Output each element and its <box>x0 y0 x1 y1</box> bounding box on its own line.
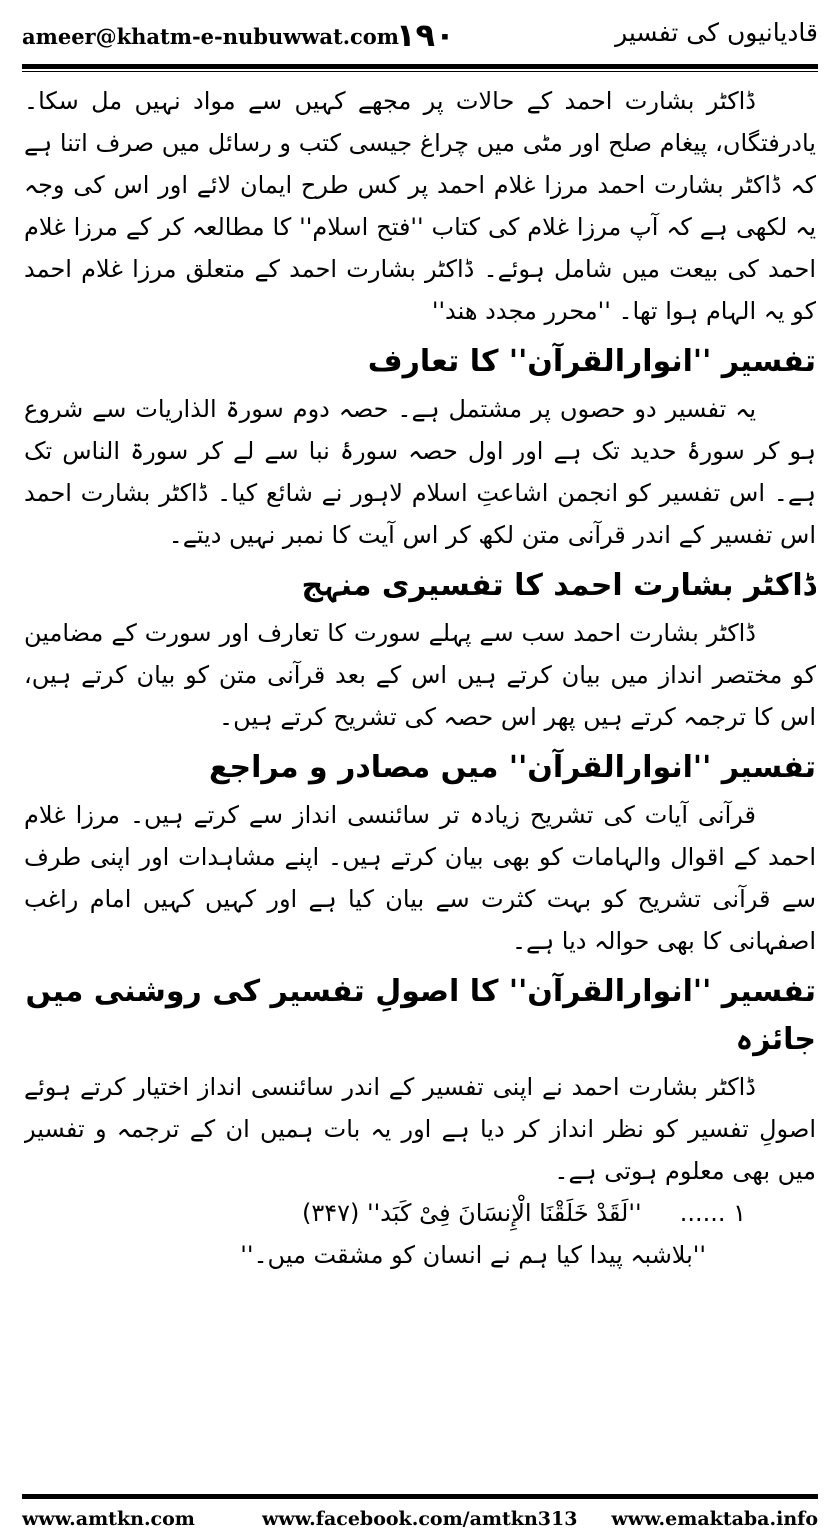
paragraph-intro: ڈاکٹر بشارت احمد کے حالات پر مجھے کہیں سے مواد نہیں مل سکا۔ یادرفتگاں، پیغام صلح اور مٹی میں چراغ جیسی کتب و رسائل میں صرف اتنا ہے کہ ڈاکٹر بشارت احمد مرزا غلام احمد پر کس طرح ایمان لائے اور اس کی وجہ یہ لکھی ہے کہ آپ مرزا غلام کی کتاب ''فتح اسلام'' کا مطالعہ کر کے مرزا غلام احمد کی بیعت میں شامل ہوئے۔ ڈاکٹر بشارت احمد کے متعلق مرزا غلام احمد کو یہ الہام ہوا تھا۔ ''محرر مجدد ھند'' <box>24 87 816 325</box>
verse-marker: ۱ ...... <box>679 1199 746 1227</box>
book-title: قادیانیوں کی تفسیر <box>615 18 818 47</box>
paragraph-evaluation: ڈاکٹر بشارت احمد نے اپنی تفسیر کے اندر سائنسی انداز اختیار کرتے ہوئے اصولِ تفسیر کو نظر انداز کر دیا ہے اور یہ بات ہمیں ان کے ترجمہ و تفسیر میں بھی معلوم ہوتی ہے۔ <box>24 1073 816 1185</box>
heading-sources: تفسیر ''انوارالقرآن'' میں مصادر و مراجع <box>208 750 816 785</box>
verse-text: ''لَقَدْ خَلَقْنَا الْإِنسَانَ فِیْ کَبَد'' (۳۴۷) <box>301 1199 642 1227</box>
verse-translation: ''بلاشبہ پیدا کیا ہم نے انسان کو مشقت میں۔'' <box>240 1241 706 1269</box>
quoted-verse-item <box>24 1192 816 1234</box>
paragraph-methodology: ڈاکٹر بشارت احمد سب سے پہلے سورت کا تعارف اور سورت کے مضامین کو مختصر انداز میں بیان کرتے ہیں اس کے بعد قرآنی متن کو بیان کرتے ہیں، اس کا ترجمہ کرتے ہیں پھر اس حصہ کی تشریح کرتے ہیں۔ <box>24 619 816 731</box>
header-rule <box>22 64 818 69</box>
footer-link-facebook[interactable]: www.facebook.com/amtkn313 <box>262 1508 578 1530</box>
heading-methodology: ڈاکٹر بشارت احمد کا تفسیری منہج <box>301 568 816 603</box>
paragraph-sources: قرآنی آیات کی تشریح زیادہ تر سائنسی انداز سے کرتے ہیں۔ مرزا غلام احمد کے اقوال والہامات کو بھی بیان کرتے ہیں۔ اپنے مشاہدات اور اپنی طرف سے قرآنی تشریح کو بہت کثرت سے بیان کیا ہے اور کہیں کہیں امام راغب اصفہانی کا بھی حوالہ دیا ہے۔ <box>24 801 816 955</box>
paragraph-introduction: یہ تفسیر دو حصوں پر مشتمل ہے۔ حصہ دوم سورۃ الذاریات سے شروع ہو کر سورۂ حدید تک ہے اور اول حصہ سورۂ نبا سے لے کر سورۃ الناس تک ہے۔ اس تفسیر کو انجمن اشاعتِ اسلام لاہور نے شائع کیا۔ ڈاکٹر بشارت احمد اس تفسیر کے اندر قرآنی متن لکھ کر اس آیت کا نمبر نہیں دیتے۔ <box>24 395 816 549</box>
page-header <box>22 16 818 60</box>
footer-link-emaktaba[interactable]: www.emaktaba.info <box>611 1508 818 1530</box>
page-number: ۱۹۰ <box>396 16 455 54</box>
footer-rule <box>22 1494 818 1499</box>
footer-link-amtkn[interactable]: www.amtkn.com <box>22 1508 195 1530</box>
page-footer <box>22 1508 818 1532</box>
heading-evaluation: تفسیر ''انوارالقرآن'' کا اصولِ تفسیر کی روشنی میں جائزہ <box>25 974 816 1057</box>
heading-introduction: تفسیر ''انوارالقرآن'' کا تعارف <box>367 344 816 379</box>
header-rule-thin <box>22 71 818 72</box>
page-content <box>24 80 816 1480</box>
header-email: ameer@khatm-e-nubuwwat.com <box>22 24 400 49</box>
verse-line <box>24 1192 816 1234</box>
